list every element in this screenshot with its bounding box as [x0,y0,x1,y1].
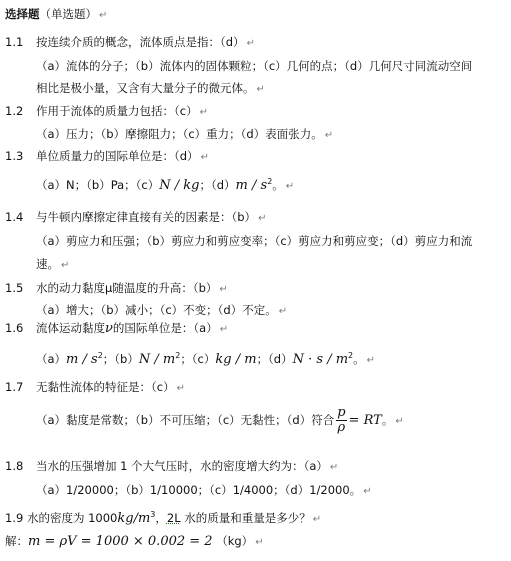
return-mark-icon: ↵ [278,306,288,317]
return-mark-icon: ↵ [366,354,376,366]
volume-value: 2L [166,510,181,525]
kinematic-viscosity-symbol: ν [105,321,113,336]
q1-1-question: 按连续介质的概念，流体质点是指：（d） ↵ [36,35,255,49]
q1-1-options-line2: 相比是极小量，又含有大量分子的微元体。 ↵ [36,81,265,95]
q1-6-options: $(a)m / s^2$；$(b)N / m^2$；（c）kg / m；$(d)N \cdot s / m^2$。 ↵ [36,351,376,367]
return-mark-icon: ↵ [255,537,264,548]
answer-label: 解： [5,534,28,548]
q1-2-question: 作用于流体的质量力包括：（c） ↵ [36,104,208,118]
q1-8-options: （a）1/20000；（b）1/10000；（c）1/4000；（d）1/2000。 ↵ [36,483,372,497]
return-mark-icon: ↵ [256,84,265,95]
q1-2-number: 1.2 [5,104,24,118]
q1-3-options: （a）N；（b）Pa；（c）N / kg；$(d)m / s^2$。 ↵ [36,177,295,193]
q1-7-question: 无黏性流体的特征是：（c） ↵ [36,380,185,394]
return-mark-icon: ↵ [61,260,70,271]
q1-4-question: 与牛顿内摩擦定律直接有关的因素是：（b） ↵ [36,210,267,224]
q1-1-options-line1: （a）流体的分子；（b）流体内的固体颗粒；（c）几何的点；（d）几何尺寸同流动空间 [36,59,473,73]
section-heading [5,6,107,24]
q1-8-number: 1.8 [5,459,24,473]
return-mark-icon: ↵ [258,213,267,224]
q1-3-question: 单位质量力的国际单位是：（d） ↵ [36,149,209,163]
q1-4-number: 1.4 [5,210,24,224]
answer-line [5,533,264,551]
heading-rest: （单选题） [39,7,97,21]
q1-5-options: （a）增大；（b）减小；（c）不变；（d）不定。 ↵ [36,303,288,317]
answer-formula: m = ρV = 1000 × 0.002 = 2 [28,534,213,549]
q1-1-number: 1.1 [5,35,24,49]
return-mark-icon: ↵ [200,152,209,163]
q1-6-number: 1.6 [5,321,24,335]
q1-4-options-line2: 速。 ↵ [36,257,70,271]
q1-7-number: 1.7 [5,380,24,394]
heading-bold: 选择题 [5,7,40,21]
q1-5-question: 水的动力黏度μ随温度的升高：（b） ↵ [36,281,228,295]
q1-9-number: 1.9 [5,510,24,525]
return-mark-icon: ↵ [312,513,322,525]
return-mark-icon: ↵ [363,486,372,497]
return-mark-icon: ↵ [285,180,295,192]
q1-2-options: （a）压力；（b）摩擦阻力；（c）重力；（d）表面张力。 ↵ [36,127,334,141]
return-mark-icon: ↵ [219,324,229,335]
return-mark-icon: ↵ [176,383,185,394]
q1-6-question: 流体运动黏度ν的国际单位是：（a） ↵ [36,321,229,336]
pressure-density-fraction: $\frac{p}{\rho}$ [337,405,346,435]
return-mark-icon: ↵ [246,38,255,49]
q1-5-number: 1.5 [5,281,24,295]
q1-4-options-line1: （a）剪应力和压强；（b）剪应力和剪应变率；（c）剪应力和剪应变；（d）剪应力和流 [36,234,473,248]
return-mark-icon: ↵ [99,10,108,21]
return-mark-icon: ↵ [395,416,404,427]
q1-9-question: 1.9 水的密度为 $1000kg/m^3$，2L 水的质量和重量是多少？ ↵ [5,510,322,526]
return-mark-icon: ↵ [329,462,339,473]
return-mark-icon: ↵ [199,107,208,118]
answer-unit: （kg） [216,534,254,548]
unit-n-per-kg: N / kg [159,177,200,193]
q1-8-question: 当水的压强增加 1 个大气压时，水的密度增大约为：（a） ↵ [36,459,339,473]
q1-7-options: （a）黏度是常数；（b）不可压缩；（c）无黏性；（d）符合 $\frac{p}{\rho}$ = RT。 ↵ [36,405,404,435]
unit-m-per-s2: m / s [235,177,268,193]
q1-3-number: 1.3 [5,149,24,163]
return-mark-icon: ↵ [324,130,334,141]
return-mark-icon: ↵ [219,284,228,295]
